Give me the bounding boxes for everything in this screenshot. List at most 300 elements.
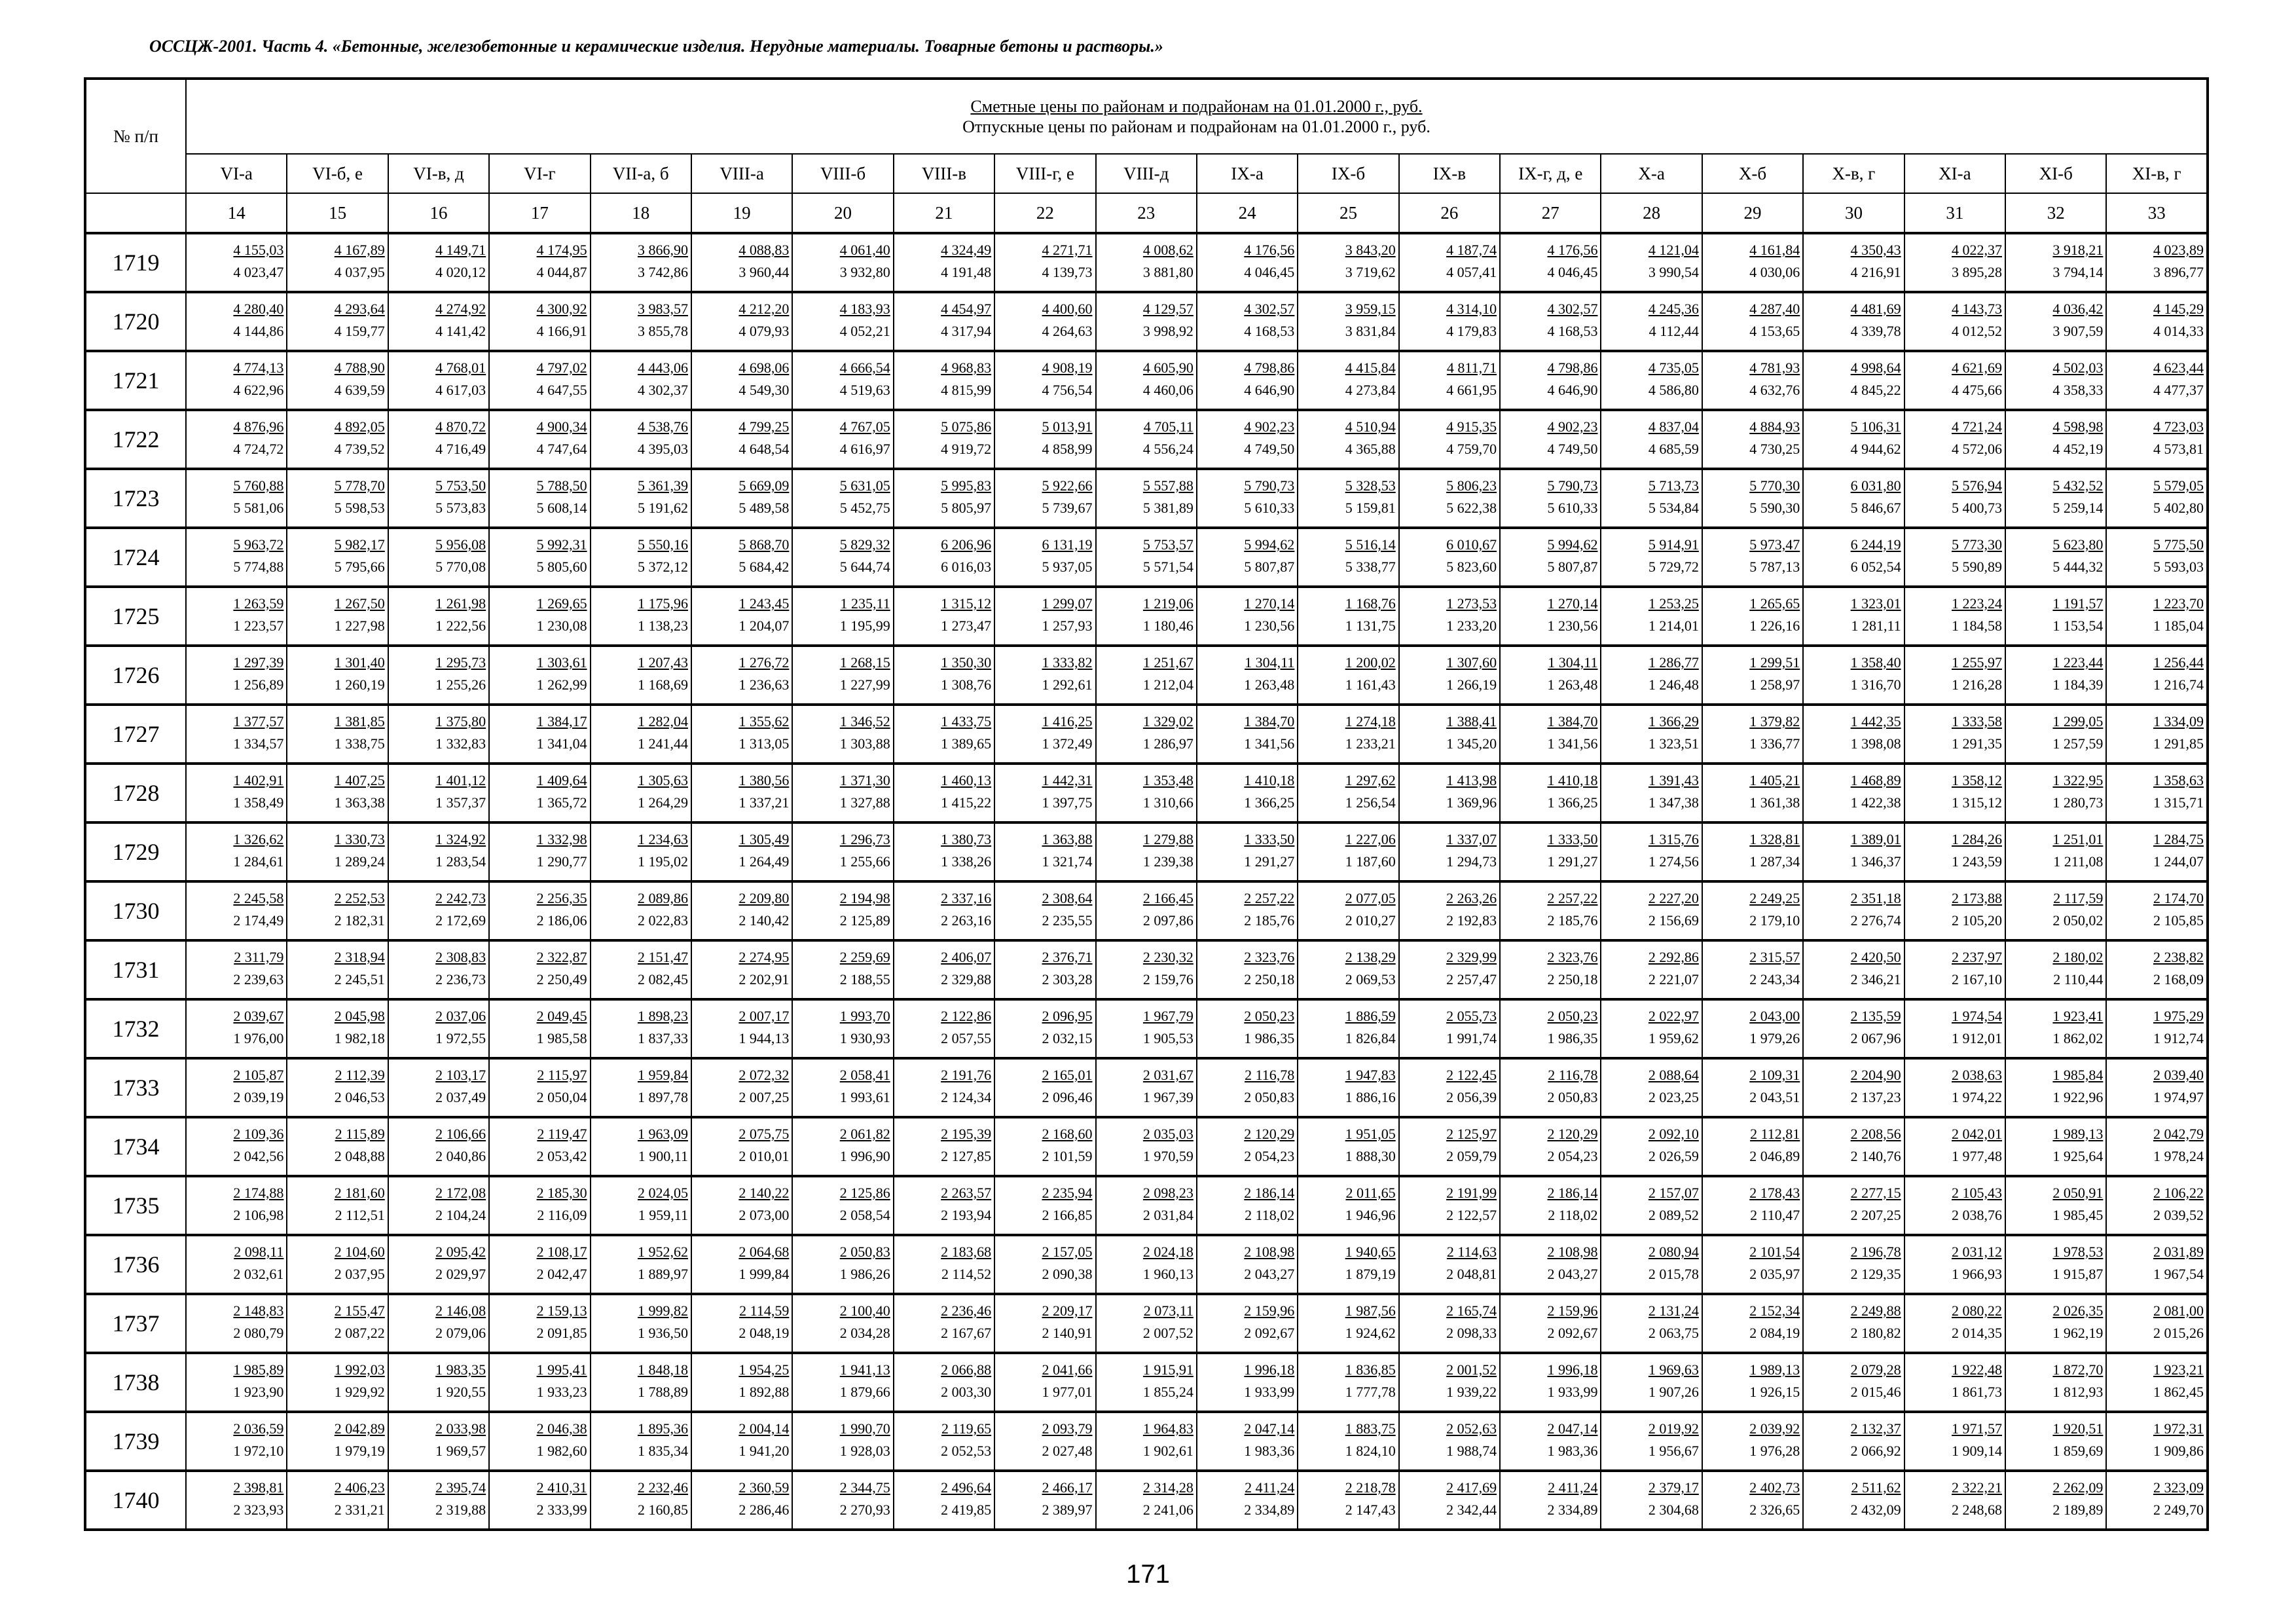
price-cell (1904, 292, 2005, 351)
wholesale-price: 2 007,52 (1142, 1325, 1194, 1341)
estimate-price: 1 941,13 (839, 1361, 890, 1378)
price-cell (1197, 528, 1298, 587)
estimate-price: 2 105,87 (233, 1067, 284, 1083)
estimate-price: 2 132,37 (1850, 1420, 1901, 1437)
estimate-price: 1 895,36 (637, 1420, 688, 1437)
estimate-price: 1 964,83 (1142, 1420, 1194, 1437)
wholesale-price: 2 026,59 (1648, 1148, 1699, 1164)
price-cell (994, 1058, 1095, 1117)
estimate-price: 5 868,70 (738, 536, 790, 553)
wholesale-price: 5 610,33 (1547, 500, 1598, 516)
price-cell (1904, 351, 2005, 410)
estimate-price: 2 146,08 (435, 1302, 486, 1319)
price-cell (792, 469, 893, 528)
price-cell (1096, 764, 1197, 822)
estimate-price: 1 358,12 (1952, 772, 2003, 788)
estimate-price: 1 333,50 (1244, 831, 1295, 847)
price-cell (2106, 1412, 2208, 1471)
wholesale-price: 1 946,96 (1345, 1207, 1396, 1223)
wholesale-price: 1 369,96 (1446, 794, 1497, 811)
price-cell (2005, 292, 2106, 351)
price-cell (2106, 1471, 2208, 1530)
wholesale-price: 5 400,73 (1952, 500, 2003, 516)
wholesale-price: 1 246,48 (1648, 676, 1699, 693)
region-header: X-в, г (1803, 154, 1904, 193)
table-row (85, 233, 2208, 292)
wholesale-price: 2 168,09 (2153, 971, 2204, 987)
wholesale-price: 1 962,19 (2052, 1325, 2104, 1341)
wholesale-price: 2 127,85 (941, 1148, 992, 1164)
estimate-price: 2 088,64 (1648, 1067, 1699, 1083)
wholesale-price: 2 048,81 (1446, 1266, 1497, 1282)
wholesale-price: 4 052,21 (839, 323, 890, 339)
wholesale-price: 2 082,45 (637, 971, 688, 987)
estimate-price: 2 181,60 (334, 1185, 385, 1201)
estimate-price: 2 257,22 (1547, 890, 1598, 906)
estimate-price: 1 295,73 (435, 654, 486, 671)
estimate-price: 1 255,97 (1952, 654, 2003, 671)
price-cell (1904, 764, 2005, 822)
estimate-price: 1 305,63 (637, 772, 688, 788)
price-cell (2005, 1235, 2106, 1294)
row-number: 1729 (85, 822, 186, 881)
caption-line-estimate: Сметные цены по районам и подрайонам на 01.01.2000 г., руб. (970, 97, 1423, 116)
wholesale-price: 2 346,21 (1850, 971, 1901, 987)
wholesale-price: 2 250,18 (1547, 971, 1598, 987)
estimate-price: 2 159,96 (1244, 1302, 1295, 1319)
estimate-price: 2 159,96 (1547, 1302, 1598, 1319)
price-cell (691, 1412, 792, 1471)
price-cell (792, 881, 893, 940)
estimate-price: 1 985,89 (233, 1361, 284, 1378)
estimate-price: 1 366,29 (1648, 713, 1699, 729)
price-cell (1096, 410, 1197, 469)
wholesale-price: 2 243,34 (1749, 971, 1800, 987)
price-cell (1500, 764, 1601, 822)
wholesale-price: 1 944,13 (738, 1030, 790, 1046)
estimate-price: 5 994,62 (1244, 536, 1295, 553)
wholesale-price: 4 020,12 (435, 264, 486, 280)
price-cell (894, 881, 994, 940)
wholesale-price: 2 257,47 (1446, 971, 1497, 987)
wholesale-price: 1 216,74 (2153, 676, 2204, 693)
estimate-price: 2 256,35 (536, 890, 587, 906)
estimate-price: 1 384,17 (536, 713, 587, 729)
wholesale-price: 4 358,33 (2052, 382, 2104, 398)
price-cell (591, 292, 691, 351)
estimate-price: 1 371,30 (839, 772, 890, 788)
price-cell (894, 1471, 994, 1530)
wholesale-price: 2 003,30 (941, 1384, 992, 1400)
estimate-price: 2 410,31 (536, 1479, 587, 1496)
price-cell (1096, 1117, 1197, 1176)
estimate-price: 3 983,57 (637, 301, 688, 317)
wholesale-price: 2 329,88 (941, 971, 992, 987)
wholesale-price: 1 977,48 (1952, 1148, 2003, 1164)
estimate-price: 4 167,89 (334, 242, 385, 258)
wholesale-price: 2 160,85 (637, 1502, 688, 1518)
row-number: 1725 (85, 587, 186, 646)
wholesale-price: 3 932,80 (839, 264, 890, 280)
wholesale-price: 1 341,04 (536, 735, 587, 752)
estimate-price: 4 788,90 (334, 360, 385, 376)
estimate-price: 1 836,85 (1345, 1361, 1396, 1378)
estimate-price: 2 038,63 (1952, 1067, 2003, 1083)
estimate-price: 1 358,63 (2153, 772, 2204, 788)
price-cell (894, 528, 994, 587)
estimate-price: 1 401,12 (435, 772, 486, 788)
price-cell (894, 1176, 994, 1235)
price-cell (186, 881, 287, 940)
estimate-price: 2 022,97 (1648, 1008, 1699, 1024)
estimate-price: 4 721,24 (1952, 418, 2003, 435)
estimate-price: 2 274,95 (738, 949, 790, 965)
price-cell (1904, 1058, 2005, 1117)
price-cell (1904, 1294, 2005, 1353)
wholesale-price: 5 571,54 (1142, 559, 1194, 575)
price-cell (591, 881, 691, 940)
estimate-price: 1 304,11 (1245, 654, 1295, 671)
price-cell (186, 1058, 287, 1117)
price-cell (2005, 528, 2106, 587)
estimate-price: 2 411,24 (1548, 1479, 1598, 1496)
estimate-price: 1 848,18 (637, 1361, 688, 1378)
estimate-price: 2 047,14 (1244, 1420, 1295, 1437)
wholesale-price: 2 236,73 (435, 971, 486, 987)
price-cell (1702, 1294, 1803, 1353)
row-number: 1727 (85, 705, 186, 764)
estimate-price: 3 918,21 (2052, 242, 2104, 258)
estimate-price: 1 274,18 (1345, 713, 1396, 729)
estimate-price: 2 080,22 (1952, 1302, 2003, 1319)
estimate-price: 2 120,29 (1244, 1126, 1295, 1142)
wholesale-price: 2 015,26 (2153, 1325, 2204, 1341)
price-cell (1803, 1412, 1904, 1471)
wholesale-price: 1 397,75 (1042, 794, 1093, 811)
wholesale-price: 4 141,42 (435, 323, 486, 339)
wholesale-price: 1 415,22 (941, 794, 992, 811)
wholesale-price: 2 066,92 (1850, 1443, 1901, 1459)
price-cell (388, 822, 489, 881)
wholesale-price: 4 586,80 (1648, 382, 1699, 398)
price-cell (1298, 1176, 1398, 1235)
row-number: 1728 (85, 764, 186, 822)
price-cell (388, 351, 489, 410)
price-cell (1500, 351, 1601, 410)
wholesale-price: 1 236,63 (738, 676, 790, 693)
wholesale-price: 5 608,14 (536, 500, 587, 516)
wholesale-price: 2 105,20 (1952, 912, 2003, 929)
wholesale-price: 1 999,84 (738, 1266, 790, 1282)
price-cell (388, 1412, 489, 1471)
wholesale-price: 2 052,53 (941, 1443, 992, 1459)
region-header: VI-б, е (287, 154, 388, 193)
estimate-price: 2 135,59 (1850, 1008, 1901, 1024)
price-cell (591, 351, 691, 410)
estimate-price: 1 299,05 (2052, 713, 2104, 729)
estimate-price: 2 230,32 (1142, 949, 1194, 965)
price-cell (1601, 292, 1702, 351)
estimate-price: 2 376,71 (1042, 949, 1093, 965)
price-cell (792, 587, 893, 646)
wholesale-price: 1 972,10 (233, 1443, 284, 1459)
estimate-price: 2 050,91 (2052, 1185, 2104, 1201)
wholesale-price: 1 289,24 (334, 853, 385, 870)
wholesale-price: 1 345,20 (1446, 735, 1497, 752)
row-number: 1724 (85, 528, 186, 587)
wholesale-price: 5 593,03 (2153, 559, 2204, 575)
wholesale-price: 5 444,32 (2052, 559, 2104, 575)
estimate-price: 4 454,97 (941, 301, 992, 317)
estimate-price: 2 395,74 (435, 1479, 486, 1496)
estimate-price: 4 300,92 (536, 301, 587, 317)
estimate-price: 2 112,39 (335, 1067, 385, 1083)
price-cell (1904, 1176, 2005, 1235)
price-cell (691, 1058, 792, 1117)
price-cell (2106, 881, 2208, 940)
price-cell (792, 233, 893, 292)
estimate-price: 1 923,41 (2052, 1008, 2104, 1024)
estimate-price: 1 989,13 (1749, 1361, 1800, 1378)
wholesale-price: 1 184,39 (2052, 676, 2104, 693)
wholesale-price: 1 930,93 (839, 1030, 890, 1046)
price-cell (186, 705, 287, 764)
wholesale-price: 2 124,34 (941, 1089, 992, 1105)
price-cell (894, 1353, 994, 1412)
wholesale-price: 2 056,39 (1446, 1089, 1497, 1105)
estimate-price: 2 191,99 (1446, 1185, 1497, 1201)
estimate-price: 1 922,48 (1952, 1361, 2003, 1378)
price-cell (489, 1412, 590, 1471)
price-cell (2005, 881, 2106, 940)
price-cell (186, 528, 287, 587)
price-cell (287, 705, 388, 764)
estimate-price: 4 022,37 (1952, 242, 2003, 258)
price-cell (591, 705, 691, 764)
wholesale-price: 2 048,19 (738, 1325, 790, 1341)
estimate-price: 1 243,45 (738, 595, 790, 612)
price-cell (287, 587, 388, 646)
estimate-price: 2 106,66 (435, 1126, 486, 1142)
region-header: XI-б (2005, 154, 2106, 193)
estimate-price: 2 180,02 (2052, 949, 2104, 965)
wholesale-price: 4 264,63 (1042, 323, 1093, 339)
price-cell (388, 1353, 489, 1412)
estimate-price: 1 304,11 (1548, 654, 1598, 671)
wholesale-price: 1 861,73 (1952, 1384, 2003, 1400)
region-header: VII-а, б (591, 154, 691, 193)
price-cell (994, 410, 1095, 469)
price-cell (489, 1353, 590, 1412)
wholesale-price: 2 207,25 (1850, 1207, 1901, 1223)
price-cell (287, 940, 388, 999)
wholesale-price: 1 909,86 (2153, 1443, 2204, 1459)
estimate-price: 1 358,40 (1850, 654, 1901, 671)
price-cell (1399, 410, 1500, 469)
estimate-price: 2 323,09 (2153, 1479, 2204, 1496)
price-cell (2106, 1058, 2208, 1117)
wholesale-price: 1 290,77 (536, 853, 587, 870)
price-cell (1500, 1294, 1601, 1353)
wholesale-price: 5 787,13 (1749, 559, 1800, 575)
price-cell (1601, 1471, 1702, 1530)
estimate-price: 2 157,05 (1042, 1244, 1093, 1260)
region-header: VI-г (489, 154, 590, 193)
price-table (84, 77, 2209, 1531)
price-cell (792, 646, 893, 705)
wholesale-price: 2 166,85 (1042, 1207, 1093, 1223)
price-cell (2106, 646, 2208, 705)
table-row (85, 940, 2208, 999)
price-cell (1298, 881, 1398, 940)
estimate-price: 4 174,95 (536, 242, 587, 258)
row-number: 1721 (85, 351, 186, 410)
estimate-price: 2 308,64 (1042, 890, 1093, 906)
estimate-price: 2 108,98 (1547, 1244, 1598, 1260)
wholesale-price: 1 812,93 (2052, 1384, 2104, 1400)
estimate-price: 4 902,23 (1244, 418, 1295, 435)
price-cell (1601, 999, 1702, 1058)
price-cell (489, 999, 590, 1058)
wholesale-price: 4 944,62 (1850, 441, 1901, 457)
estimate-price: 2 140,22 (738, 1185, 790, 1201)
estimate-price: 2 100,40 (839, 1302, 890, 1319)
price-cell (2106, 1235, 2208, 1294)
wholesale-price: 2 248,68 (1952, 1502, 2003, 1518)
estimate-price: 4 155,03 (233, 242, 284, 258)
wholesale-price: 2 112,51 (335, 1207, 385, 1223)
price-cell (1904, 528, 2005, 587)
estimate-price: 5 806,23 (1446, 477, 1497, 494)
wholesale-price: 2 106,98 (233, 1207, 284, 1223)
price-cell (1399, 705, 1500, 764)
price-cell (388, 1058, 489, 1117)
estimate-price: 1 389,01 (1850, 831, 1901, 847)
price-cell (994, 233, 1095, 292)
price-cell (489, 1294, 590, 1353)
price-cell (994, 469, 1095, 528)
price-cell (691, 1294, 792, 1353)
price-cell (1803, 646, 1904, 705)
region-header: VIII-д (1096, 154, 1197, 193)
wholesale-price: 1 256,89 (233, 676, 284, 693)
price-cell (1904, 646, 2005, 705)
price-cell (388, 292, 489, 351)
estimate-price: 1 223,70 (2153, 595, 2204, 612)
table-row (85, 587, 2208, 646)
estimate-price: 1 978,53 (2052, 1244, 2104, 1260)
wholesale-price: 2 276,74 (1850, 912, 1901, 929)
price-cell (994, 1294, 1095, 1353)
wholesale-price: 2 122,57 (1446, 1207, 1497, 1223)
estimate-price: 4 502,03 (2052, 360, 2104, 376)
table-row (85, 999, 2208, 1058)
estimate-price: 1 315,76 (1648, 831, 1699, 847)
wholesale-price: 1 239,38 (1142, 853, 1194, 870)
table-row (85, 881, 2208, 940)
estimate-price: 3 866,90 (637, 242, 688, 258)
wholesale-price: 1 315,71 (2153, 794, 2204, 811)
wholesale-price: 4 616,97 (839, 441, 890, 457)
wholesale-price: 2 043,27 (1244, 1266, 1295, 1282)
price-cell (287, 1176, 388, 1235)
wholesale-price: 5 402,80 (2153, 500, 2204, 516)
price-cell (1702, 764, 1803, 822)
estimate-price: 5 713,73 (1648, 477, 1699, 494)
wholesale-price: 1 889,97 (637, 1266, 688, 1282)
price-cell (1298, 410, 1398, 469)
estimate-price: 4 415,84 (1345, 360, 1396, 376)
wholesale-price: 5 489,58 (738, 500, 790, 516)
wholesale-price: 2 007,25 (738, 1089, 790, 1105)
estimate-price: 1 268,15 (839, 654, 890, 671)
wholesale-price: 2 050,04 (536, 1089, 587, 1105)
estimate-price: 1 326,62 (233, 831, 284, 847)
wholesale-price: 4 139,73 (1042, 264, 1093, 280)
price-cell (1298, 233, 1398, 292)
price-cell (1500, 1235, 1601, 1294)
wholesale-price: 2 027,48 (1042, 1443, 1093, 1459)
table-row (85, 1117, 2208, 1176)
wholesale-price: 5 581,06 (233, 500, 284, 516)
caption-row (85, 79, 2208, 154)
price-cell (1096, 940, 1197, 999)
price-cell (388, 1176, 489, 1235)
estimate-price: 1 253,25 (1648, 595, 1699, 612)
wholesale-price: 4 556,24 (1142, 441, 1194, 457)
estimate-price: 1 468,89 (1850, 772, 1901, 788)
price-cell (2005, 999, 2106, 1058)
price-cell (1197, 233, 1298, 292)
region-header: X-б (1702, 154, 1803, 193)
estimate-price: 1 301,40 (334, 654, 385, 671)
wholesale-price: 4 057,41 (1446, 264, 1497, 280)
price-cell (1197, 351, 1298, 410)
price-cell (1904, 940, 2005, 999)
column-number: 31 (1904, 193, 2005, 233)
table-row (85, 1412, 2208, 1471)
price-cell (691, 292, 792, 351)
estimate-price: 1 442,35 (1850, 713, 1901, 729)
wholesale-price: 4 044,87 (536, 264, 587, 280)
wholesale-price: 2 010,27 (1345, 912, 1396, 929)
price-cell (1399, 940, 1500, 999)
wholesale-price: 1 923,90 (233, 1384, 284, 1400)
price-cell (186, 646, 287, 705)
estimate-price: 1 324,92 (435, 831, 486, 847)
wholesale-price: 1 422,38 (1850, 794, 1901, 811)
estimate-price: 1 413,98 (1446, 772, 1497, 788)
estimate-price: 1 898,23 (637, 1008, 688, 1024)
estimate-price: 4 998,64 (1850, 360, 1901, 376)
column-number: 30 (1803, 193, 1904, 233)
price-cell (1803, 410, 1904, 469)
estimate-price: 2 411,24 (1245, 1479, 1295, 1496)
wholesale-price: 2 179,10 (1749, 912, 1800, 929)
estimate-price: 1 947,83 (1345, 1067, 1396, 1083)
wholesale-price: 4 460,06 (1142, 382, 1194, 398)
wholesale-price: 2 235,55 (1042, 912, 1093, 929)
price-cell (489, 1471, 590, 1530)
estimate-price: 2 050,23 (1244, 1008, 1295, 1024)
wholesale-price: 3 881,80 (1142, 264, 1194, 280)
price-cell (1803, 764, 1904, 822)
estimate-price: 2 117,59 (2053, 890, 2104, 906)
wholesale-price: 1 900,11 (638, 1148, 688, 1164)
wholesale-price: 2 037,95 (334, 1266, 385, 1282)
wholesale-price: 1 292,61 (1042, 676, 1093, 693)
estimate-price: 1 384,70 (1244, 713, 1295, 729)
